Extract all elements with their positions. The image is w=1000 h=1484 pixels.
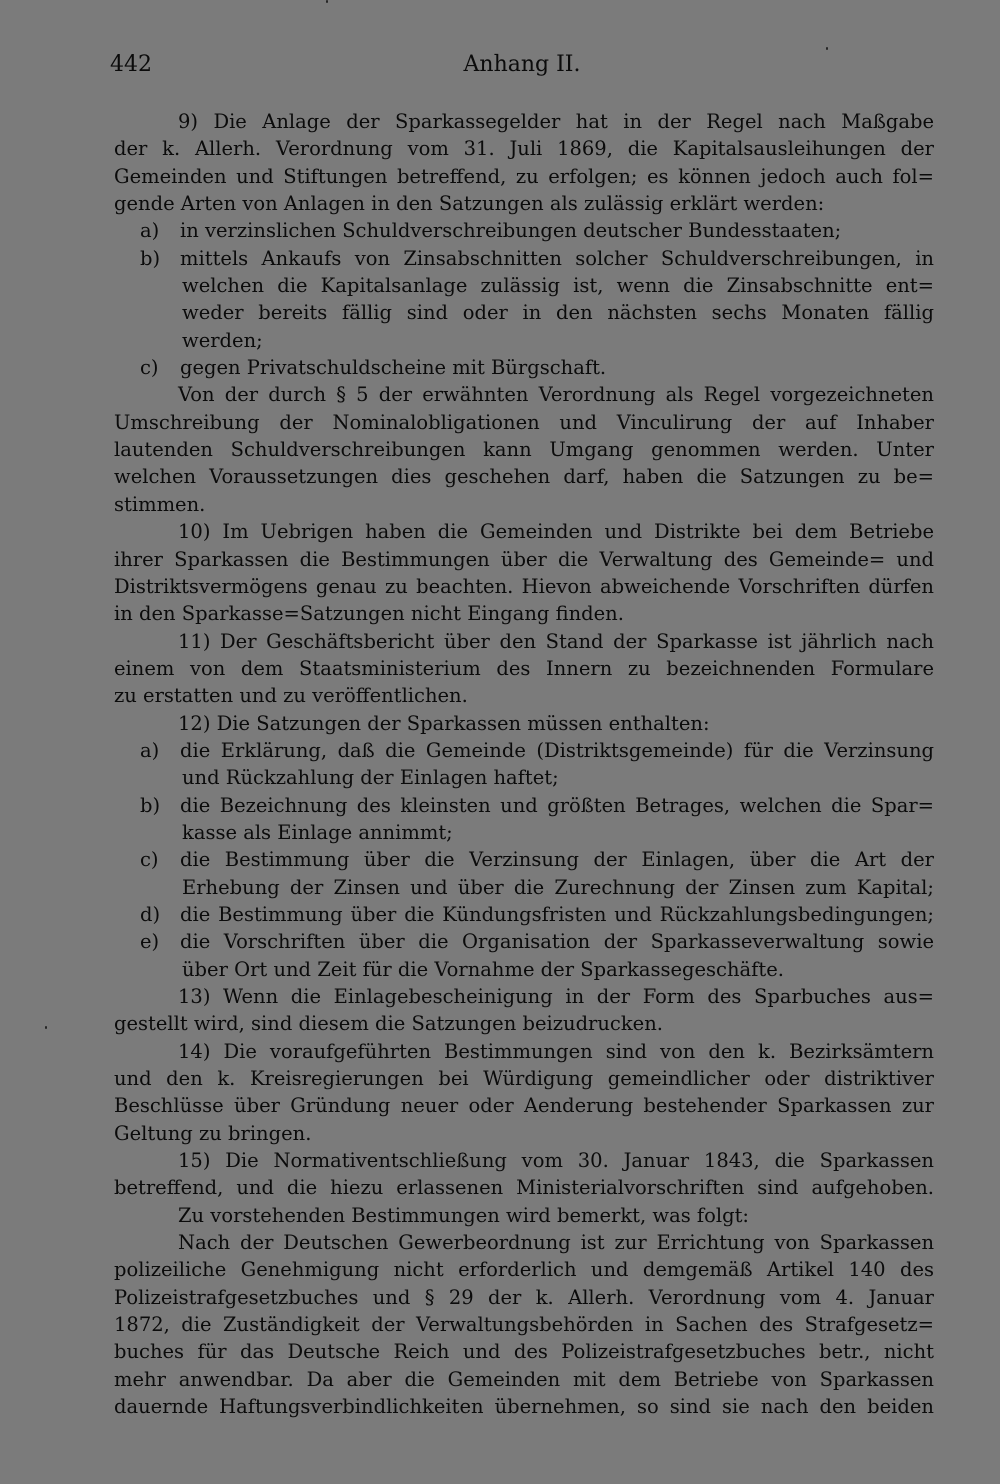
item-label: b) bbox=[140, 246, 161, 270]
text-line: Umschreibung der Nominalobligationen und Vinculirung der auf Inhaber bbox=[114, 410, 934, 434]
text-line: und den k. Kreisregierungen bei Würdigung gemeindlicher oder distriktiver bbox=[114, 1067, 934, 1091]
body-text bbox=[114, 108, 934, 1421]
text-line: 12) Die Satzungen der Sparkassen müssen enthalten: bbox=[178, 711, 710, 735]
item-label: e) bbox=[140, 930, 160, 954]
text-line: 10) Im Uebrigen haben die Gemeinden und Distrikte bei dem Betriebe bbox=[178, 520, 934, 544]
text-line: Zu vorstehenden Bestimmungen wird bemerkt, was folgt: bbox=[178, 1203, 749, 1227]
item-label: b) bbox=[140, 793, 161, 817]
running-title: Anhang II. bbox=[463, 52, 581, 77]
item-label: d) bbox=[140, 902, 161, 926]
text-line: kasse als Einlage annimmt; bbox=[182, 820, 453, 844]
text-line: mehr anwendbar. Da aber die Gemeinden mit dem Betriebe von Sparkassen bbox=[114, 1367, 934, 1391]
text-line: 11) Der Geschäftsbericht über den Stand der Sparkasse ist jährlich nach bbox=[178, 629, 934, 653]
text-line: Geltung zu bringen. bbox=[114, 1121, 312, 1145]
list-item bbox=[114, 846, 934, 873]
text-line: werden; bbox=[182, 328, 263, 352]
text-line: Beschlüsse über Gründung neuer oder Aenderung bestehender Sparkassen zur bbox=[114, 1094, 934, 1118]
text-line: welchen Voraussetzungen dies geschehen darf, haben die Satzungen zu be= bbox=[114, 465, 934, 489]
item-label: a) bbox=[140, 219, 160, 243]
text-line: buches für das Deutsche Reich und des Polizeistrafgesetzbuches betr., nicht bbox=[114, 1340, 934, 1364]
text-line: dauernde Haftungsverbindlichkeiten übernehmen, so sind sie nach den beiden bbox=[114, 1395, 934, 1419]
list-item bbox=[114, 901, 934, 928]
scan-speck bbox=[826, 47, 828, 50]
item-text: die Erklärung, daß die Gemeinde (Distriktsgemeinde) für die Verzinsung bbox=[180, 738, 934, 762]
text-line: 9) Die Anlage der Sparkassegelder hat in der Regel nach Maßgabe bbox=[178, 110, 934, 133]
list-item bbox=[114, 737, 934, 764]
item-label: c) bbox=[140, 848, 159, 872]
text-line: Gemeinden und Stiftungen betreffend, zu erfolgen; es können jedoch auch fol= bbox=[114, 164, 934, 188]
text-line: 15) Die Normativentschließung vom 30. Januar 1843, die Sparkassen bbox=[178, 1149, 934, 1173]
text-line: Distriktsvermögens genau zu beachten. Hievon abweichende Vorschriften dürfen bbox=[114, 574, 934, 598]
item-label: a) bbox=[140, 738, 160, 762]
scan-speck bbox=[45, 1026, 47, 1029]
list-item bbox=[114, 245, 934, 272]
page-number: 442 bbox=[110, 52, 152, 77]
running-head bbox=[110, 52, 934, 84]
item-text: die Bezeichnung des kleinsten und größten Betrages, welchen die Spar= bbox=[180, 793, 934, 817]
text-line: weder bereits fällig sind oder in den nächsten sechs Monaten fällig bbox=[182, 301, 934, 325]
text-line: Von der durch § 5 der erwähnten Verordnung als Regel vorgezeichneten bbox=[178, 383, 934, 407]
item-text: die Vorschriften über die Organisation der Sparkasseverwaltung sowie bbox=[180, 930, 934, 954]
list-item bbox=[114, 928, 934, 955]
text-line: welchen die Kapitalsanlage zulässig ist, wenn die Zinsabschnitte ent= bbox=[182, 274, 934, 298]
text-line: der k. Allerh. Verordnung vom 31. Juli 1869, die Kapitalsausleihungen der bbox=[114, 137, 934, 161]
item-text: die Bestimmung über die Verzinsung der Einlagen, über die Art der bbox=[180, 848, 934, 872]
text-line: betreffend, und die hiezu erlassenen Ministerialvorschriften sind aufgehoben. bbox=[114, 1176, 934, 1200]
item-text: mittels Ankaufs von Zinsabschnitten solcher Schuldverschreibungen, in bbox=[180, 246, 934, 270]
text-line: in den Sparkasse=Satzungen nicht Eingang finden. bbox=[114, 602, 624, 626]
item-text: in verzinslichen Schuldverschreibungen deutscher Bundesstaaten; bbox=[180, 219, 842, 243]
text-line: ihrer Sparkassen die Bestimmungen über die Verwaltung des Gemeinde= und bbox=[114, 547, 934, 571]
text-line: polizeiliche Genehmigung nicht erforderlich und demgemäß Artikel 140 des bbox=[114, 1258, 934, 1282]
text-line: gende Arten von Anlagen in den Satzungen als zulässig erklärt werden: bbox=[114, 192, 825, 216]
text-line: einem von dem Staatsministerium des Innern zu bezeichnenden Formulare bbox=[114, 656, 934, 680]
item-text: die Bestimmung über die Kündungsfristen und Rückzahlungsbedingungen; bbox=[180, 902, 934, 926]
list-item bbox=[114, 792, 934, 819]
text-line: lautenden Schuldverschreibungen kann Umgang genommen werden. Unter bbox=[114, 438, 934, 462]
text-line: Erhebung der Zinsen und über die Zurechnung der Zinsen zum Kapital; bbox=[182, 875, 934, 899]
list-item bbox=[114, 354, 934, 381]
text-line: über Ort und Zeit für die Vornahme der Sparkassegeschäfte. bbox=[182, 957, 784, 981]
text-line: Polizeistrafgesetzbuches und § 29 der k. Allerh. Verordnung vom 4. Januar bbox=[114, 1285, 934, 1309]
text-line: 14) Die voraufgeführten Bestimmungen sind von den k. Bezirksämtern bbox=[178, 1039, 934, 1063]
list-item bbox=[114, 217, 934, 244]
scan-speck bbox=[326, 0, 328, 3]
text-line: stimmen. bbox=[114, 492, 206, 516]
text-line: Nach der Deutschen Gewerbeordnung ist zur Errichtung von Sparkassen bbox=[178, 1231, 934, 1255]
text-line: 13) Wenn die Einlagebescheinigung in der Form des Sparbuches aus= bbox=[178, 985, 934, 1008]
text-line: 1872, die Zuständigkeit der Verwaltungsbehörden in Sachen des Strafgesetz= bbox=[114, 1313, 934, 1337]
text-line: und Rückzahlung der Einlagen haftet; bbox=[182, 766, 559, 790]
text-line: zu erstatten und zu veröffentlichen. bbox=[114, 684, 468, 708]
text-line: gestellt wird, sind diesem die Satzungen beizudrucken. bbox=[114, 1012, 663, 1036]
item-text: gegen Privatschuldscheine mit Bürgschaft. bbox=[180, 356, 607, 380]
item-label: c) bbox=[140, 356, 159, 380]
